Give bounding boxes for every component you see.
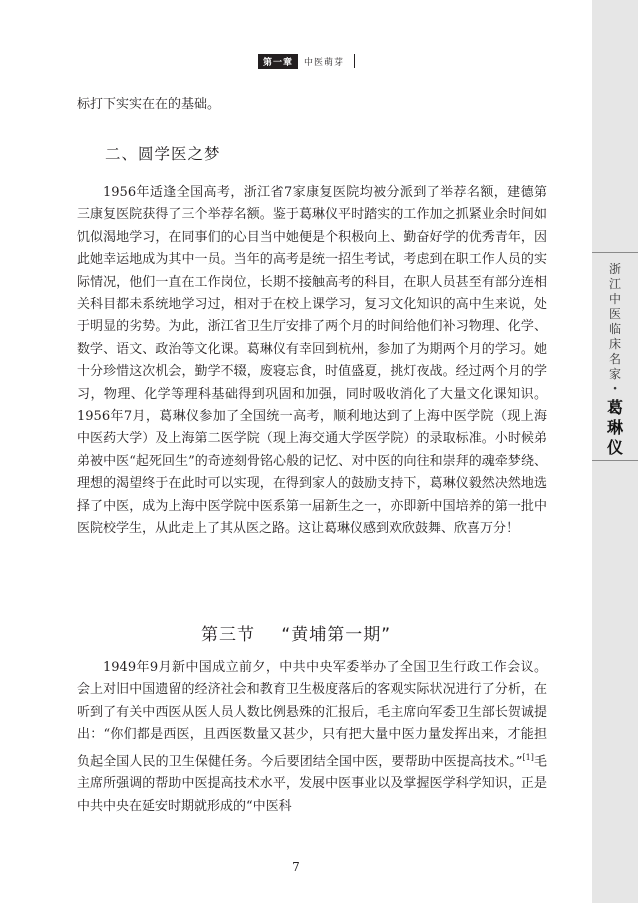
- series-char: 名: [608, 352, 621, 366]
- name-char: 仪: [606, 438, 623, 457]
- paragraph-2-text-b: 毛主席所强调的帮助中医提高技术水平，发展中医事业以及掌握医学科学知识，正是中共中央在延安时期就形成的“中医科: [77, 753, 547, 814]
- name-char: 琳: [606, 418, 623, 437]
- series-char: 医: [608, 307, 621, 321]
- side-tab-rule-top: [592, 252, 638, 253]
- series-char: 临: [608, 322, 621, 336]
- section-name: “黄埔第一期”: [281, 625, 392, 645]
- paragraph-2: [77, 657, 547, 818]
- page-number: 7: [292, 860, 300, 874]
- chapter-label: 第一章: [258, 54, 298, 69]
- side-tab: [592, 0, 638, 903]
- running-header: [258, 53, 355, 69]
- section-number: 第三节: [200, 625, 255, 645]
- side-tab-title: [592, 262, 638, 458]
- subheading: 二、圆学医之梦: [105, 145, 221, 163]
- intro-line: 标打下实实在在的基础。: [77, 97, 221, 112]
- series-char: 家: [608, 367, 621, 381]
- name-char: 葛: [606, 398, 623, 417]
- series-char: 浙: [608, 262, 621, 276]
- series-char: 中: [608, 292, 621, 306]
- section-title: [0, 620, 592, 645]
- separator-dot: ·: [612, 381, 618, 397]
- header-divider: [354, 54, 355, 68]
- series-char: 江: [608, 277, 621, 291]
- series-char: 床: [608, 337, 621, 351]
- chapter-title: 中医萌芽: [304, 57, 345, 68]
- footnote-reference[interactable]: [1]: [522, 752, 534, 762]
- paragraph-2-text-a: 1949年9月新中国成立前夕，中共中央军委举办了全国卫生行政工作会议。会上对旧中国遗留的经济社会和教育卫生极度落后的客观实际状况进行了分析，在听到了有关中西医从医人员人数比例悬殊的汇报后，毛主席向军委卫生部长贺诚提出：“你们都是西医，且西医数量又甚少，只有把大量中医力量发挥出来，才能担负起全国人民的卫生保健任务。今后要团结全国中医，要帮助中医提高技术。”: [77, 660, 547, 769]
- paragraph-1: 1956年适逢全国高考，浙江省7家康复医院均被分派到了举荐名额，建德第三康复医院获得了三个举荐名额。鉴于葛琳仪平时踏实的工作加之抓紧业余时间如饥似渴地学习，在同事们的心目当中她便是个积极向上、勤奋好学的优秀青年，因此她幸运地成为其中一员。当年的高考是统一招生考试，考虑到在职工作人员的实际情况，他们一直在工作岗位，长期不接触高考的科目，在职人员甚至有部分连相关科目都未系统地学习过，相对于在校上课学习，复习文化知识的高中生来说，处于明显的劣势。为此，浙江省卫生厅安排了两个月的时间给他们补习物理、化学、数学、语文、政治等文化课。葛琳仪有幸回到杭州，参加了为期两个月的学习。她十分珍惜这次机会，勤学不辍，废寝忘食，时值盛夏，挑灯夜战。经过两个月的学习，物理、化学等理科基础得到巩固和加强，同时吸收消化了大量文化课知识。1956年7月，葛琳仪参加了全国统一高考，顺利地达到了上海中医学院（现上海中医药大学）及上海第二医学院（现上海交通大学医学院）的录取标准。小时候弟弟被中医“起死回生”的奇迹刻骨铭心般的记忆、对中医的向往和崇拜的魂牵梦绕、理想的渴望终于在此时可以实现，在得到家人的鼓励支持下，葛琳仪毅然决然地选择了中医，成为上海中医学院中医系第一届新生之一，亦即新中国培养的第一批中医院校学生，从此走上了其从医之路。这让葛琳仪感到欢欣鼓舞、欣喜万分！: [77, 185, 547, 537]
- side-tab-rule-bottom: [592, 460, 638, 461]
